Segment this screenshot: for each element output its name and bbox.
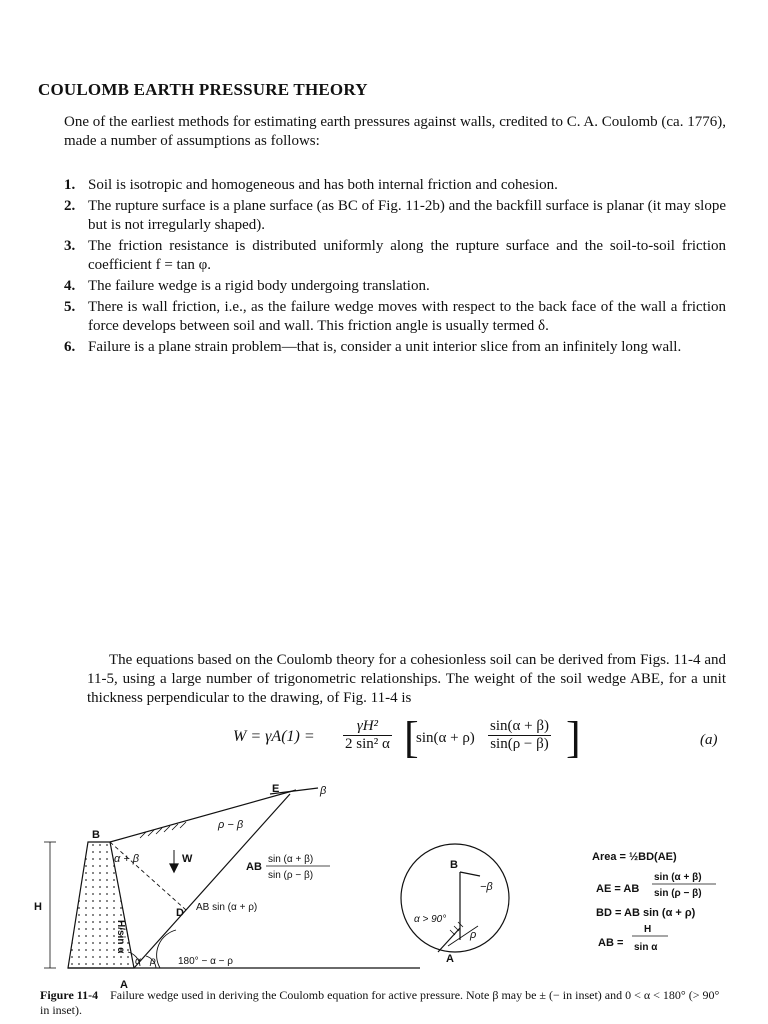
label-alpha: α	[135, 956, 141, 967]
inset-label-rho: ρ	[470, 929, 477, 941]
label-rho: ρ	[150, 956, 156, 967]
list-item	[64, 197, 726, 235]
relations-block	[592, 851, 716, 953]
item-number: 1.	[64, 177, 76, 193]
list-item	[64, 277, 726, 296]
label-h-sin: H/sin α	[115, 920, 126, 954]
inset-label-a: A	[446, 953, 454, 965]
label-ab: AB	[246, 861, 262, 873]
inset-label-neg-beta: −β	[480, 881, 493, 893]
relation-ab-num: H	[644, 924, 652, 935]
relation-ae-lhs: AE = AB	[596, 883, 640, 895]
inset-labels	[414, 859, 493, 965]
figure-11-4	[0, 780, 768, 990]
label-b: B	[92, 829, 100, 841]
backfill-surface	[110, 790, 296, 842]
figure-caption	[40, 988, 730, 1018]
relation-ae-num: sin (α + β)	[654, 872, 702, 883]
relation-ab-lhs: AB =	[598, 937, 624, 949]
label-d: D	[176, 907, 184, 919]
caption-text: Failure wedge used in deriving the Coulomb equation for active pressure. Note β may be ± (− in inset) and 0 < α < 180° (> 90° in inset).	[40, 988, 720, 1017]
label-ab-sin: AB sin (α + ρ)	[196, 902, 258, 913]
equation-label: (a)	[700, 732, 718, 748]
surface-hatch	[140, 822, 186, 838]
item-number: 4.	[64, 278, 76, 294]
list-item	[64, 176, 726, 195]
fraction-denominator: 2 sin² α	[345, 736, 390, 752]
item-text: There is wall friction, i.e., as the failure wedge moves with respect to the back face of the wall a friction force develops between soil and wall. This friction angle is usually termed δ.	[88, 299, 726, 334]
equation-lhs: W = γA(1) =	[233, 728, 315, 745]
item-text: Soil is isotropic and homogeneous and has both internal friction and cohesion.	[88, 177, 558, 193]
item-text: The failure wedge is a rigid body undergoing translation.	[88, 278, 430, 294]
relation-ae-den: sin (ρ − β)	[654, 888, 702, 899]
inset-label-b: B	[450, 859, 458, 871]
relation-area: Area = ½BD(AE)	[592, 851, 677, 863]
right-bracket: ]	[566, 713, 581, 762]
intro-paragraph: One of the earliest methods for estimating earth pressures against walls, credited to C. A. Coulomb (ca. 1776), made a number of assumptions as follows:	[64, 114, 726, 149]
rupture-plane	[134, 794, 290, 968]
equation-fraction-1	[343, 718, 392, 753]
list-item	[64, 298, 726, 336]
left-bracket: [	[404, 713, 419, 762]
item-number: 5.	[64, 299, 76, 315]
item-number: 2.	[64, 198, 76, 214]
label-angle-bottom: 180° − α − ρ	[178, 956, 233, 967]
section-heading: COULOMB EARTH PRESSURE THEORY	[38, 80, 368, 99]
label-a: A	[120, 979, 128, 990]
item-number: 3.	[64, 238, 76, 254]
item-text: The rupture surface is a plane surface (as BC of Fig. 11-2b) and the backfill surface is planar (it may slope but is not irregularly shaped).	[88, 198, 726, 233]
item-text: The friction resistance is distributed uniformly along the rupture surface and the soil-to-soil friction coefficient f = tan φ.	[88, 238, 726, 273]
equation-mid: sin(α + ρ)	[416, 730, 475, 746]
list-item	[64, 237, 726, 275]
fraction-numerator: sin(α + β)	[490, 718, 549, 734]
equation-fraction-2	[488, 718, 551, 753]
label-sin-num: sin (α + β)	[268, 854, 314, 865]
equation-a	[0, 713, 768, 772]
fraction-denominator: sin(ρ − β)	[488, 735, 551, 753]
derivation-paragraph: The equations based on the Coulomb theory for a cohesionless soil can be derived from Figs. 11-4 and 11-5, using a large number of trigonometric relationships. The weight of the soil wedge ABE, for a unit thickness perpendicular to the drawing, of Fig. 11-4 is	[87, 652, 726, 706]
failure-wedge-diagram	[44, 788, 420, 968]
caption-label: Figure 11-4	[40, 988, 99, 1002]
item-number: 6.	[64, 339, 76, 355]
label-rho-minus-beta: ρ − β	[218, 819, 244, 831]
assumptions-list	[64, 176, 726, 359]
inset-surface	[460, 872, 480, 876]
label-w: W	[182, 853, 193, 865]
relation-ab-den: sin α	[634, 942, 658, 953]
fraction-numerator: γH²	[356, 718, 379, 734]
label-sin-den: sin (ρ − β)	[268, 870, 314, 881]
label-h: H	[34, 901, 42, 913]
label-e: E	[272, 783, 280, 795]
item-text: Failure is a plane strain problem—that is, consider a unit interior slice from an infinitely long wall.	[88, 339, 682, 355]
label-beta: β	[320, 785, 327, 797]
inset-label-alpha: α > 90°	[414, 914, 447, 925]
relation-bd: BD = AB sin (α + ρ)	[596, 907, 696, 919]
label-alpha-plus-beta: α + β	[114, 853, 140, 865]
list-item	[64, 338, 726, 357]
